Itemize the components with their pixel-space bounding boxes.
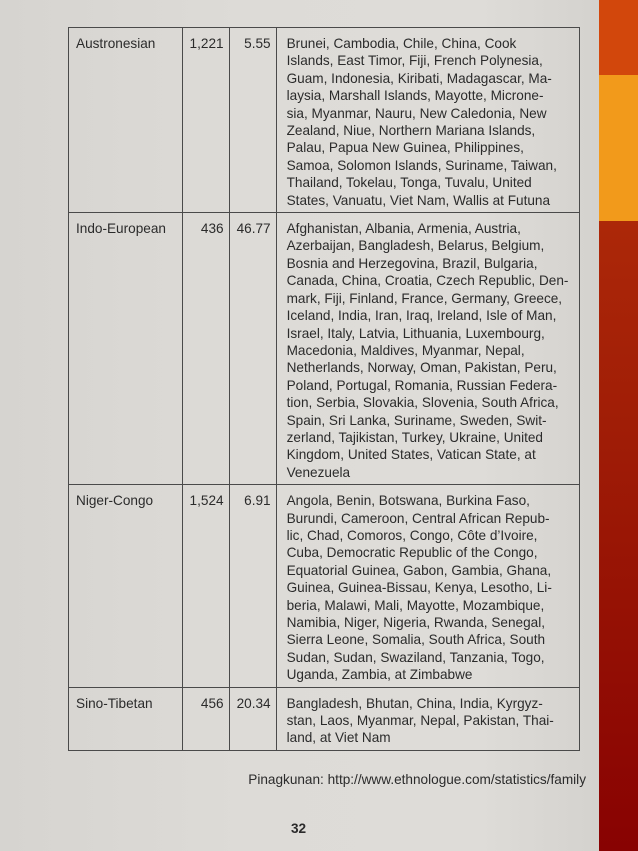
countries-line: Guinea, Guinea-Bissau, Kenya, Lesotho, Li- bbox=[286, 580, 552, 596]
countries-line: Iceland, India, Iran, Iraq, Ireland, Isle of Man, bbox=[286, 308, 557, 324]
countries-line: Equatorial Guinea, Gabon, Gambia, Ghana, bbox=[286, 562, 552, 578]
table-row bbox=[69, 213, 580, 485]
countries-line: Sudan, Sudan, Swaziland, Tanzania, Togo, bbox=[286, 649, 545, 665]
countries-line: Israel, Italy, Latvia, Lithuania, Luxembourg, bbox=[286, 325, 545, 341]
family-cell: Sino-Tibetan bbox=[69, 687, 183, 750]
countries-line: Brunei, Cambodia, Chile, China, Cook bbox=[286, 36, 517, 51]
countries-line: zerland, Tajikistan, Turkey, Ukraine, United bbox=[286, 429, 543, 445]
countries-line: Poland, Portugal, Romania, Russian Federa- bbox=[286, 377, 558, 393]
countries-line: Bosnia and Herzegovina, Brazil, Bulgaria, bbox=[286, 255, 538, 271]
countries-cell bbox=[276, 687, 579, 750]
countries-line: mark, Fiji, Finland, France, Germany, Greece, bbox=[286, 290, 563, 306]
table-row bbox=[69, 687, 580, 750]
countries-line: Uganda, Zambia, at Zimbabwe bbox=[286, 667, 473, 683]
countries-line: land, at Viet Nam bbox=[286, 730, 391, 746]
family-cell: Austronesian bbox=[69, 28, 183, 213]
countries-cell bbox=[276, 28, 579, 213]
countries-line: laysia, Marshall Islands, Mayotte, Microne- bbox=[286, 88, 544, 104]
countries-line: lic, Chad, Comoros, Congo, Côte d’Ivoire, bbox=[286, 527, 538, 543]
countries-line: Spain, Sri Lanka, Suriname, Sweden, Swit- bbox=[286, 412, 547, 428]
countries-line: Afghanistan, Albania, Armenia, Austria, bbox=[286, 221, 521, 237]
countries-line: Angola, Benin, Botswana, Burkina Faso, bbox=[286, 493, 530, 509]
countries-line: Cuba, Democratic Republic of the Congo, bbox=[286, 545, 538, 561]
languages-count-cell: 1,524 bbox=[182, 485, 229, 687]
languages-count-cell: 456 bbox=[182, 687, 229, 750]
source-citation: Pinagkunan: http://www.ethnologue.com/statistics/family bbox=[248, 771, 586, 787]
decorative-side-strip bbox=[599, 0, 638, 851]
countries-line: Samoa, Solomon Islands, Suriname, Taiwan, bbox=[286, 157, 557, 173]
countries-line: Burundi, Cameroon, Central African Repub- bbox=[286, 510, 550, 526]
percent-cell: 5.55 bbox=[229, 28, 276, 213]
countries-line: Azerbaijan, Bangladesh, Belarus, Belgium, bbox=[286, 238, 545, 254]
countries-line: Bangladesh, Bhutan, China, India, Kyrgyz- bbox=[286, 695, 543, 711]
family-cell: Niger-Congo bbox=[69, 485, 183, 687]
countries-line: Namibia, Niger, Nigeria, Rwanda, Senegal, bbox=[286, 615, 546, 630]
language-family-table bbox=[68, 27, 580, 751]
table-body bbox=[69, 28, 580, 751]
languages-count-cell: 436 bbox=[182, 213, 229, 485]
countries-line: Venezuela bbox=[286, 464, 351, 480]
accent-block-orange bbox=[599, 75, 638, 221]
countries-cell bbox=[276, 485, 579, 687]
table-row bbox=[69, 28, 580, 213]
percent-cell: 20.34 bbox=[229, 687, 276, 750]
page-number: 32 bbox=[291, 820, 307, 836]
countries-line: Islands, East Timor, Fiji, French Polynesia, bbox=[286, 53, 543, 69]
countries-line: Guam, Indonesia, Kiribati, Madagascar, Ma- bbox=[286, 70, 552, 86]
countries-line: Netherlands, Norway, Oman, Pakistan, Peru, bbox=[286, 360, 557, 376]
percent-cell: 6.91 bbox=[229, 485, 276, 687]
countries-cell bbox=[276, 213, 579, 485]
table-row bbox=[69, 485, 580, 687]
percent-cell: 46.77 bbox=[229, 213, 276, 485]
countries-line: States, Vanuatu, Viet Nam, Wallis at Futuna bbox=[286, 192, 551, 208]
countries-line: Sierra Leone, Somalia, South Africa, South bbox=[286, 632, 546, 648]
accent-block-red-orange bbox=[599, 0, 638, 75]
countries-line: Macedonia, Maldives, Myanmar, Nepal, bbox=[286, 342, 525, 358]
countries-line: sia, Myanmar, Nauru, New Caledonia, New bbox=[286, 105, 547, 121]
countries-line: stan, Laos, Myanmar, Nepal, Pakistan, Thai- bbox=[286, 713, 554, 729]
countries-line: tion, Serbia, Slovakia, Slovenia, South Africa, bbox=[286, 395, 559, 411]
family-cell: Indo-European bbox=[69, 213, 183, 485]
countries-line: Canada, China, Croatia, Czech Republic, Den- bbox=[286, 273, 569, 289]
countries-line: beria, Malawi, Mali, Mayotte, Mozambique, bbox=[286, 597, 545, 613]
countries-line: Palau, Papua New Guinea, Philippines, bbox=[286, 140, 524, 156]
countries-line: Zealand, Niue, Northern Mariana Islands, bbox=[286, 123, 536, 139]
countries-line: Thailand, Tokelau, Tonga, Tuvalu, United bbox=[286, 175, 532, 191]
countries-line: Kingdom, United States, Vatican State, at bbox=[286, 447, 536, 463]
page-content bbox=[68, 27, 586, 837]
languages-count-cell: 1,221 bbox=[182, 28, 229, 213]
